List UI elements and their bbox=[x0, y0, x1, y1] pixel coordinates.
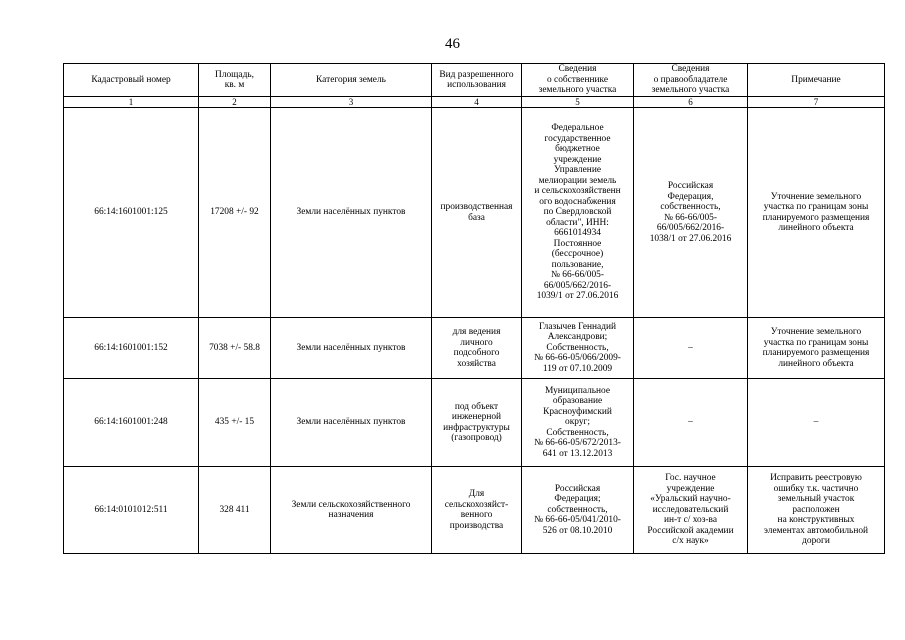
cell-rightholder-info: – bbox=[634, 318, 748, 379]
cell-area: 328 411 bbox=[199, 467, 271, 554]
cell-land-category: Земли населённых пунктов bbox=[271, 108, 432, 318]
cell-cadastral-number: 66:14:1601001:125 bbox=[64, 108, 199, 318]
cell-note: Уточнение земельного участка по границам зоны планируемого размещения линейного объекта bbox=[748, 318, 885, 379]
cell-owner-info: Глазычев Геннадий Александрови; Собственность, № 66-66-05/066/2009- 119 от 07.10.2009 bbox=[522, 318, 634, 379]
header-area: Площадь, кв. м bbox=[199, 64, 271, 97]
header-rightholder-info: Сведения о правообладателе земельного участка bbox=[634, 64, 748, 97]
cell-area: 7038 +/- 58.8 bbox=[199, 318, 271, 379]
cell-cadastral-number: 66:14:1601001:248 bbox=[64, 379, 199, 467]
cell-cadastral-number: 66:14:0101012:511 bbox=[64, 467, 199, 554]
cell-area: 17208 +/- 92 bbox=[199, 108, 271, 318]
column-number-row bbox=[64, 97, 885, 108]
cell-note: Исправить реестровую ошибку т.к. частично земельный участок расположен на конструктивных элементах автомобильной дороги bbox=[748, 467, 885, 554]
page-number: 46 bbox=[445, 36, 460, 52]
header-permitted-use: Вид разрешенного использования bbox=[432, 64, 522, 97]
header-note: Примечание bbox=[748, 64, 885, 97]
cell-permitted-use: Для сельскохозяйст- венного производства bbox=[432, 467, 522, 554]
header-owner-info: Сведения о собственнике земельного участка bbox=[522, 64, 634, 97]
land-plots-table bbox=[63, 63, 885, 554]
table-row bbox=[64, 318, 885, 379]
cell-note: Уточнение земельного участка по границам зоны планируемого размещения линейного объекта bbox=[748, 108, 885, 318]
column-number: 7 bbox=[748, 97, 885, 108]
cell-note: – bbox=[748, 379, 885, 467]
column-number: 1 bbox=[64, 97, 199, 108]
column-number: 2 bbox=[199, 97, 271, 108]
cell-rightholder-info: Гос. научное учреждение «Уральский научно- исследовательский ин-т с/ хоз-ва Российской академии с/х наук» bbox=[634, 467, 748, 554]
table-row bbox=[64, 467, 885, 554]
cell-permitted-use: под объект инженерной инфраструктуры (газопровод) bbox=[432, 379, 522, 467]
cell-rightholder-info: – bbox=[634, 379, 748, 467]
cell-owner-info: Российская Федерация; собственность, № 66-66-05/041/2010- 526 от 08.10.2010 bbox=[522, 467, 634, 554]
cell-rightholder-info: Российская Федерация, собственность, № 66-66/005- 66/005/662/2016- 1038/1 от 27.06.2016 bbox=[634, 108, 748, 318]
cell-area: 435 +/- 15 bbox=[199, 379, 271, 467]
cell-owner-info: Федеральное государственное бюджетное учреждение Управление мелиорации земель и сельскохозяйственн ого водоснабжения по Свердловской области", ИНН: 6661014934 Постоянное (бессрочное) пользование, № 66-66/005- 66/005/662/2016- 1039/1 от 27.06.2016 bbox=[522, 108, 634, 318]
table-header-row bbox=[64, 64, 885, 97]
cell-land-category: Земли сельскохозяйственного назначения bbox=[271, 467, 432, 554]
cell-permitted-use: производственная база bbox=[432, 108, 522, 318]
header-cadastral-number: Кадастровый номер bbox=[64, 64, 199, 97]
table-row bbox=[64, 108, 885, 318]
column-number: 4 bbox=[432, 97, 522, 108]
table-row bbox=[64, 379, 885, 467]
cell-land-category: Земли населённых пунктов bbox=[271, 318, 432, 379]
cell-cadastral-number: 66:14:1601001:152 bbox=[64, 318, 199, 379]
header-land-category: Категория земель bbox=[271, 64, 432, 97]
cell-permitted-use: для ведения личного подсобного хозяйства bbox=[432, 318, 522, 379]
column-number: 5 bbox=[522, 97, 634, 108]
cell-land-category: Земли населённых пунктов bbox=[271, 379, 432, 467]
column-number: 6 bbox=[634, 97, 748, 108]
column-number: 3 bbox=[271, 97, 432, 108]
cell-owner-info: Муниципальное образование Красноуфимский округ; Собственность, № 66-66-05/672/2013- 641 от 13.12.2013 bbox=[522, 379, 634, 467]
